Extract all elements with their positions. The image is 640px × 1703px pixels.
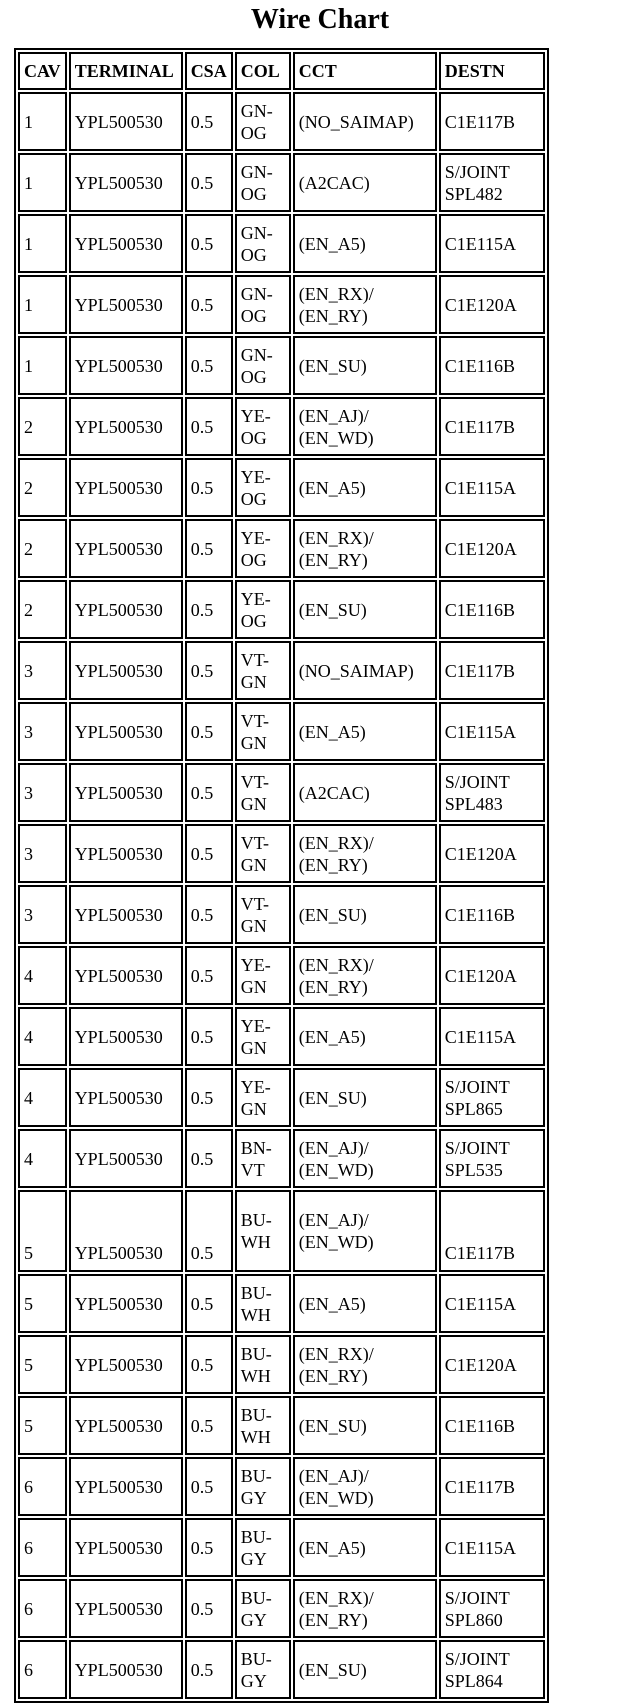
cell-csa: 0.5 [185,946,233,1005]
cell-col: YE- GN [235,1007,291,1066]
cell-csa: 0.5 [185,1129,233,1188]
table-row [18,885,545,944]
cell-destn: C1E115A [439,1518,545,1577]
cell-csa: 0.5 [185,1457,233,1516]
cell-terminal: YPL500530 [69,153,183,212]
cell-terminal: YPL500530 [69,1274,183,1333]
cell-csa: 0.5 [185,885,233,944]
cell-cav: 3 [18,641,67,700]
cell-csa: 0.5 [185,1068,233,1127]
cell-col: YE- OG [235,580,291,639]
cell-cct: (NO_SAIMAP) [293,92,437,151]
cell-destn: S/JOINT SPL865 [439,1068,545,1127]
cell-csa: 0.5 [185,275,233,334]
cell-terminal: YPL500530 [69,519,183,578]
cell-cav: 4 [18,946,67,1005]
cell-destn: C1E120A [439,1335,545,1394]
table-row [18,397,545,456]
cell-cav: 3 [18,824,67,883]
header-terminal: TERMINAL [69,52,183,90]
cell-csa: 0.5 [185,1396,233,1455]
table-row [18,1274,545,1333]
cell-destn: S/JOINT SPL535 [439,1129,545,1188]
cell-destn: S/JOINT SPL482 [439,153,545,212]
cell-cct: (EN_RX)/ (EN_RY) [293,519,437,578]
cell-csa: 0.5 [185,702,233,761]
cell-terminal: YPL500530 [69,214,183,273]
cell-terminal: YPL500530 [69,641,183,700]
cell-destn: C1E116B [439,336,545,395]
cell-terminal: YPL500530 [69,397,183,456]
header-csa: CSA [185,52,233,90]
cell-destn: C1E115A [439,1007,545,1066]
cell-cct: (EN_A5) [293,458,437,517]
cell-cct: (EN_SU) [293,580,437,639]
table-row [18,702,545,761]
cell-col: VT- GN [235,763,291,822]
cell-cav: 2 [18,580,67,639]
cell-cav: 2 [18,519,67,578]
cell-csa: 0.5 [185,580,233,639]
cell-cav: 3 [18,763,67,822]
cell-destn: S/JOINT SPL860 [439,1579,545,1638]
cell-destn: C1E117B [439,397,545,456]
cell-destn: C1E117B [439,1457,545,1516]
cell-cav: 1 [18,214,67,273]
cell-cct: (EN_A5) [293,1007,437,1066]
cell-csa: 0.5 [185,519,233,578]
table-row [18,92,545,151]
cell-cav: 1 [18,153,67,212]
cell-col: VT- GN [235,702,291,761]
cell-cav: 4 [18,1129,67,1188]
table-body [18,92,545,1699]
cell-cav: 4 [18,1068,67,1127]
cell-csa: 0.5 [185,153,233,212]
cell-destn: C1E115A [439,702,545,761]
cell-cct: (EN_A5) [293,702,437,761]
cell-cav: 1 [18,275,67,334]
cell-csa: 0.5 [185,397,233,456]
cell-cct: (EN_RX)/ (EN_RY) [293,1579,437,1638]
cell-terminal: YPL500530 [69,275,183,334]
cell-cav: 2 [18,397,67,456]
table-row [18,458,545,517]
table-row [18,580,545,639]
cell-col: GN- OG [235,336,291,395]
cell-csa: 0.5 [185,641,233,700]
header-cav: CAV [18,52,67,90]
cell-terminal: YPL500530 [69,1068,183,1127]
cell-csa: 0.5 [185,458,233,517]
cell-csa: 0.5 [185,1190,233,1272]
cell-cct: (EN_SU) [293,1640,437,1699]
header-col: COL [235,52,291,90]
cell-destn: C1E117B [439,92,545,151]
cell-terminal: YPL500530 [69,1335,183,1394]
table-row [18,824,545,883]
cell-terminal: YPL500530 [69,1640,183,1699]
cell-csa: 0.5 [185,824,233,883]
cell-cct: (EN_SU) [293,1068,437,1127]
cell-destn: C1E115A [439,1274,545,1333]
cell-destn: C1E117B [439,1190,545,1272]
cell-terminal: YPL500530 [69,1518,183,1577]
cell-destn: C1E116B [439,580,545,639]
cell-cct: (EN_AJ)/ (EN_WD) [293,1129,437,1188]
table-row [18,1129,545,1188]
cell-cav: 1 [18,336,67,395]
cell-col: BU- GY [235,1518,291,1577]
cell-cct: (A2CAC) [293,763,437,822]
cell-col: BU- GY [235,1457,291,1516]
table-row [18,763,545,822]
page-title: Wire Chart [250,4,390,35]
cell-destn: C1E116B [439,1396,545,1455]
cell-col: BU- GY [235,1579,291,1638]
cell-csa: 0.5 [185,1007,233,1066]
cell-terminal: YPL500530 [69,1190,183,1272]
cell-terminal: YPL500530 [69,1007,183,1066]
cell-terminal: YPL500530 [69,702,183,761]
cell-cct: (EN_RX)/ (EN_RY) [293,275,437,334]
cell-col: BN- VT [235,1129,291,1188]
table-row [18,1518,545,1577]
cell-cav: 5 [18,1396,67,1455]
cell-csa: 0.5 [185,1579,233,1638]
table-row [18,1190,545,1272]
cell-destn: C1E120A [439,519,545,578]
cell-terminal: YPL500530 [69,580,183,639]
cell-cct: (EN_A5) [293,1274,437,1333]
cell-csa: 0.5 [185,763,233,822]
table-row [18,519,545,578]
cell-csa: 0.5 [185,1335,233,1394]
cell-destn: C1E120A [439,824,545,883]
cell-terminal: YPL500530 [69,1457,183,1516]
table-row [18,1335,545,1394]
cell-col: YE- OG [235,519,291,578]
table-header-row [18,52,545,90]
cell-col: GN- OG [235,214,291,273]
cell-csa: 0.5 [185,1518,233,1577]
cell-cct: (EN_SU) [293,885,437,944]
table-row [18,1640,545,1699]
cell-cav: 6 [18,1457,67,1516]
cell-col: GN- OG [235,275,291,334]
cell-col: BU- WH [235,1396,291,1455]
cell-destn: C1E120A [439,275,545,334]
cell-terminal: YPL500530 [69,92,183,151]
cell-col: YE- OG [235,397,291,456]
table-row [18,1396,545,1455]
cell-col: BU- WH [235,1335,291,1394]
cell-cct: (EN_A5) [293,214,437,273]
cell-cct: (EN_RX)/ (EN_RY) [293,1335,437,1394]
header-destn: DESTN [439,52,545,90]
cell-cct: (EN_AJ)/ (EN_WD) [293,397,437,456]
cell-cav: 2 [18,458,67,517]
cell-csa: 0.5 [185,214,233,273]
cell-terminal: YPL500530 [69,946,183,1005]
cell-col: YE- GN [235,1068,291,1127]
cell-cav: 6 [18,1640,67,1699]
table-row [18,641,545,700]
cell-terminal: YPL500530 [69,1396,183,1455]
table-row [18,946,545,1005]
cell-cct: (EN_AJ)/ (EN_WD) [293,1457,437,1516]
table-row [18,1579,545,1638]
cell-cav: 5 [18,1274,67,1333]
cell-terminal: YPL500530 [69,458,183,517]
cell-cct: (EN_SU) [293,1396,437,1455]
cell-destn: C1E117B [439,641,545,700]
cell-cav: 6 [18,1518,67,1577]
cell-terminal: YPL500530 [69,885,183,944]
cell-col: GN- OG [235,153,291,212]
cell-terminal: YPL500530 [69,336,183,395]
cell-csa: 0.5 [185,92,233,151]
cell-cav: 5 [18,1190,67,1272]
table-row [18,153,545,212]
cell-col: VT- GN [235,885,291,944]
table-row [18,1007,545,1066]
cell-cct: (EN_SU) [293,336,437,395]
table-row [18,336,545,395]
cell-csa: 0.5 [185,1274,233,1333]
table-row [18,214,545,273]
cell-cav: 6 [18,1579,67,1638]
cell-cav: 4 [18,1007,67,1066]
cell-cav: 3 [18,702,67,761]
cell-destn: S/JOINT SPL483 [439,763,545,822]
cell-col: BU- WH [235,1190,291,1272]
cell-cct: (A2CAC) [293,153,437,212]
cell-terminal: YPL500530 [69,824,183,883]
header-cct: CCT [293,52,437,90]
cell-cav: 3 [18,885,67,944]
cell-csa: 0.5 [185,336,233,395]
cell-col: VT- GN [235,641,291,700]
cell-cav: 5 [18,1335,67,1394]
cell-cct: (EN_AJ)/ (EN_WD) [293,1190,437,1272]
cell-col: BU- WH [235,1274,291,1333]
cell-cct: (EN_A5) [293,1518,437,1577]
cell-cct: (EN_RX)/ (EN_RY) [293,946,437,1005]
cell-csa: 0.5 [185,1640,233,1699]
cell-col: BU- GY [235,1640,291,1699]
cell-terminal: YPL500530 [69,1129,183,1188]
cell-terminal: YPL500530 [69,1579,183,1638]
cell-cct: (NO_SAIMAP) [293,641,437,700]
table-row [18,1068,545,1127]
wire-chart-table [14,48,549,1703]
cell-col: GN- OG [235,92,291,151]
cell-destn: C1E116B [439,885,545,944]
cell-col: YE- OG [235,458,291,517]
cell-col: VT- GN [235,824,291,883]
table-row [18,1457,545,1516]
cell-cct: (EN_RX)/ (EN_RY) [293,824,437,883]
cell-col: YE- GN [235,946,291,1005]
cell-cav: 1 [18,92,67,151]
cell-destn: C1E115A [439,458,545,517]
cell-destn: C1E115A [439,214,545,273]
cell-destn: S/JOINT SPL864 [439,1640,545,1699]
cell-terminal: YPL500530 [69,763,183,822]
cell-destn: C1E120A [439,946,545,1005]
table-row [18,275,545,334]
